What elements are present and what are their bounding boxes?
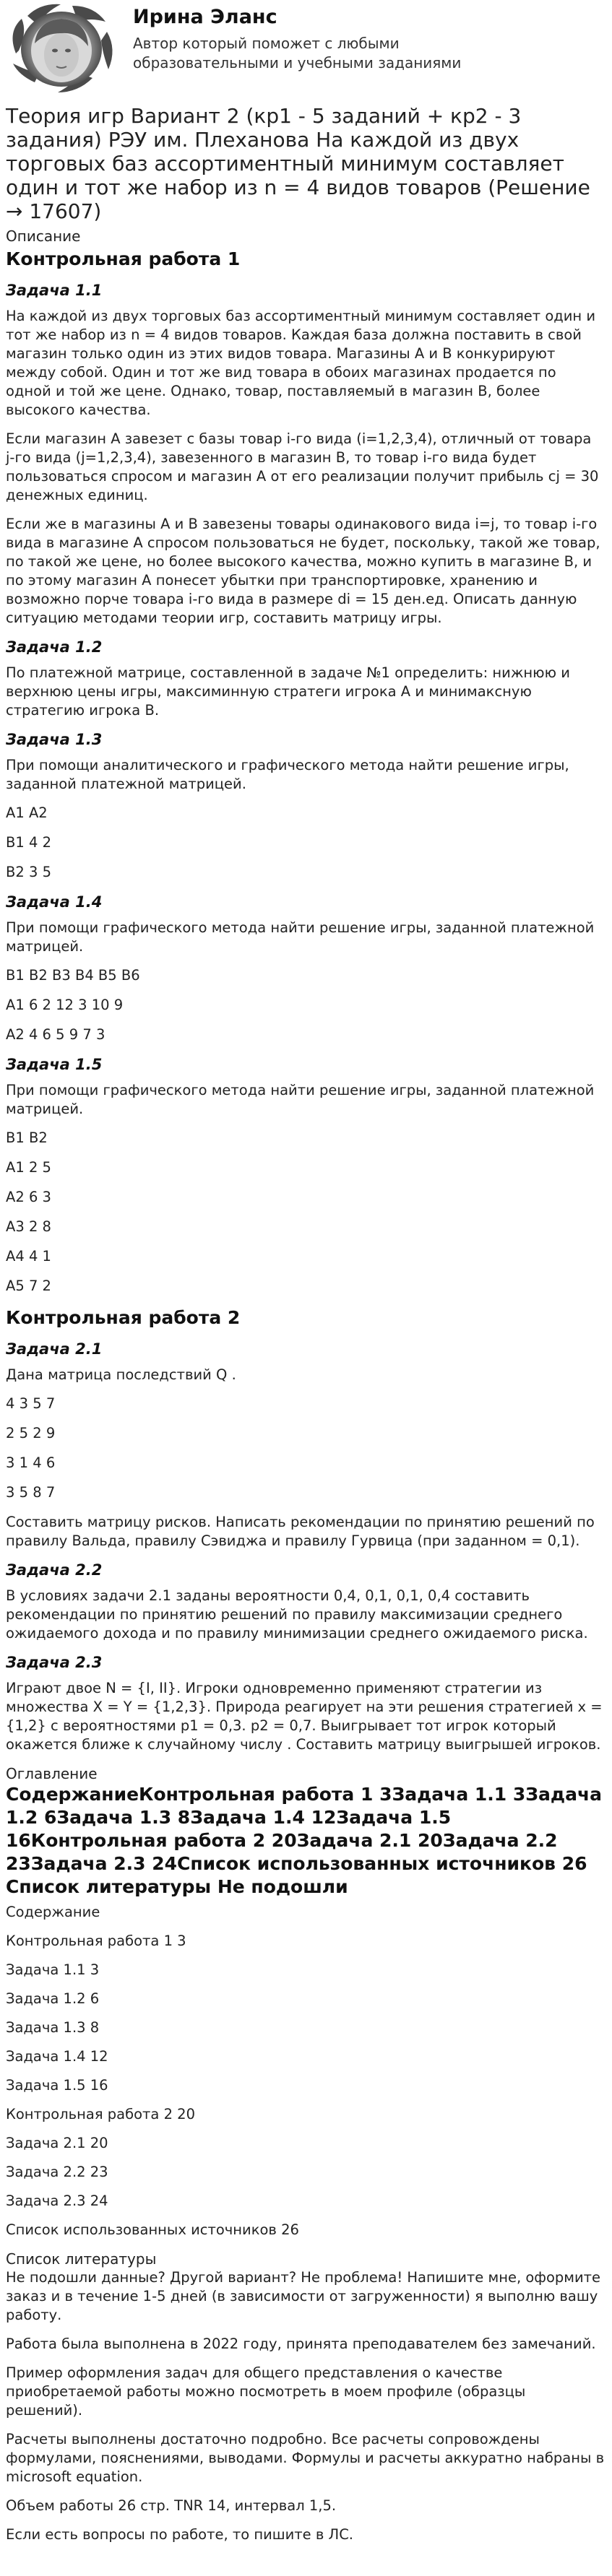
matrix-row: A1 2 5 <box>6 1159 51 1176</box>
literature-text-2: Работа была выполнена в 2022 году, принята преподавателем без замечаний. <box>6 2336 596 2352</box>
toc-item: Задача 1.4 12 <box>6 2048 108 2065</box>
toc-bold-line: СодержаниеКонтрольная работа 1 3Задача 1.1 3Задача 1.2 6Задача 1.3 8Задача 1.4 12Задача 1.5 16Контрольная работа 2 20Задача 2.1 20Задача 2.2 23Задача 2.3 24Список использованных источников 26 Список литературы Не подошли <box>6 1784 603 1897</box>
task-2-1-text-2: Составить матрицу рисков. Написать рекомендации по принятию решений по правилу Вальда, правилу Сэвиджа и правилу Гурвица (при заданном = 0,1). <box>6 1514 595 1549</box>
literature-text-3: Пример оформления задач для общего представления о качестве приобретаемой работы можно посмотреть в моем профиле (образцы решений). <box>6 2364 526 2419</box>
toc-item: Задача 2.1 20 <box>6 2135 108 2151</box>
task-1-1-text-1: На каждой из двух торговых баз ассортиментный минимум составляет один и тот же набор из n = 4 видов товаров. Каждая база должна поставить в свой магазин только один из этих видов товара. Магазины А и В конкурируют между собой. Один и тот же вид товара в обоих магазинах продается по одной и той же цене. Однако, товар, поставляемый в магазин В, более высокого качества. <box>6 308 596 418</box>
task-1-5-heading: Задача 1.5 <box>6 1056 103 1073</box>
matrix-row: 2 5 2 9 <box>6 1425 56 1441</box>
task-2-3-heading: Задача 2.3 <box>6 1654 103 1671</box>
task-1-3-text: При помощи аналитического и графического метода найти решение игры, заданной платежной матрицей. <box>6 757 569 792</box>
matrix-row: 4 3 5 7 <box>6 1395 56 1412</box>
matrix-row: 3 5 8 7 <box>6 1484 56 1501</box>
author-description: Автор который поможет с любыми образовательными и учебными заданиями <box>133 35 462 71</box>
literature-text-4: Расчеты выполнены достаточно подробно. Все расчеты сопровождены формулами, пояснениями, выводами. Формулы и расчеты аккуратно набраны в microsoft equation. <box>6 2431 605 2485</box>
task-1-3-heading: Задача 1.3 <box>6 731 103 748</box>
toc-item: Контрольная работа 1 3 <box>6 1933 186 1949</box>
toc-item: Задача 2.3 24 <box>6 2193 108 2209</box>
task-1-1-text-3: Если же в магазины А и В завезены товары одинакового вида i=j, то товар i-го вида в магазине А спросом пользоваться не будет, поскольку, такой же товар, по такой же цене, но более высокого качества, можно купить в магазине В, и по этому магазин А понесет убытки при транспортировке, хранению и возможно порче товара i-го вида в размере di = 15 ден.ед. Описать данную ситуацию методами теории игр, составить матрицу игры. <box>6 516 600 626</box>
matrix-row: B1 4 2 <box>6 834 51 851</box>
toc-item: Задача 2.2 23 <box>6 2164 108 2180</box>
toc-item: Список использованных источников 26 <box>6 2221 299 2238</box>
task-1-5-text: При помощи графического метода найти решение игры, заданной платежной матрицей. <box>6 1082 595 1117</box>
matrix-row: A1 6 2 12 3 10 9 <box>6 997 124 1013</box>
task-2-2-text: В условиях задачи 2.1 заданы вероятности 0,4, 0,1, 0,1, 0,4 составить рекомендации по принятию решений по правилу максимизации среднего ожидаемого дохода и по правилу минимизации среднего ожидаемого риска. <box>6 1587 588 1642</box>
task-1-2-heading: Задача 1.2 <box>6 638 103 656</box>
author-info <box>133 3 538 73</box>
task-1-4-text: При помощи графического метода найти решение игры, заданной платежной матрицей. <box>6 919 595 955</box>
toc-item: Контрольная работа 2 20 <box>6 2106 195 2122</box>
matrix-row: A3 2 8 <box>6 1218 51 1235</box>
matrix-row: A4 4 1 <box>6 1248 51 1265</box>
task-2-2-heading: Задача 2.2 <box>6 1561 103 1579</box>
task-1-2-text: По платежной матрице, составленной в задаче №1 определить: нижнюю и верхнюю цены игры, максиминную стратеги игрока А и минимаксную стратегию игрока В. <box>6 664 570 719</box>
task-2-1-text-1: Дана матрица последствий Q . <box>6 1366 236 1383</box>
description-label: Описание <box>6 227 81 245</box>
toc-label: Оглавление <box>6 1765 98 1782</box>
toc-item: Задача 1.2 6 <box>6 1990 100 2007</box>
kr1-heading: Контрольная работа 1 <box>6 248 241 269</box>
task-1-1-text-2: Если магазин А завезет с базы товар i-го вида (i=1,2,3,4), отличный от товара j-го вида (j=1,2,3,4), завезенного в магазин В, то товар i-го вида будет пользоваться спросом и магазин А от его реализации получит прибыль cj = 30 денежных единиц. <box>6 430 599 503</box>
literature-text-1: Не подошли данные? Другой вариант? Не проблема! Напишите мне, оформите заказ и в течение 1-5 дней (в зависимости от загруженности) я выполню вашу работу. <box>6 2269 600 2323</box>
matrix-row: A5 7 2 <box>6 1278 51 1294</box>
matrix-row: A1 A2 <box>6 805 48 821</box>
matrix-row: B1 B2 <box>6 1129 48 1146</box>
matrix-row: 3 1 4 6 <box>6 1454 56 1471</box>
toc-item: Задача 1.5 16 <box>6 2077 108 2094</box>
task-2-1-heading: Задача 2.1 <box>6 1340 103 1358</box>
matrix-row: B2 3 5 <box>6 864 51 880</box>
toc-item: Содержание <box>6 1904 100 1920</box>
toc-item: Задача 1.3 8 <box>6 2019 100 2036</box>
page-title: Теория игр Вариант 2 (кр1 - 5 заданий + кр2 - 3 задания) РЭУ им. Плеханова На каждой из двух торговых баз ассортиментный минимум составляет один и тот же набор из n = 4 видов товаров (Решение → 17607) <box>6 104 590 223</box>
literature-text-6: Если есть вопросы по работе, то пишите в ЛС. <box>6 2526 354 2543</box>
task-1-4-heading: Задача 1.4 <box>6 893 103 911</box>
literature-text-5: Объем работы 26 стр. TNR 14, интервал 1,5. <box>6 2497 337 2514</box>
avatar-photo-icon[interactable] <box>6 3 117 94</box>
matrix-row: B1 B2 B3 B4 B5 B6 <box>6 967 140 984</box>
author-name[interactable]: Ирина Эланс <box>133 6 277 28</box>
toc-item: Задача 1.1 3 <box>6 1961 100 1978</box>
literature-label: Список литературы <box>6 2250 157 2268</box>
matrix-row: A2 6 3 <box>6 1189 51 1205</box>
task-2-3-text: Играют двое N = {I, II}. Игроки одновременно применяют стратегии из множества X = Y = {1,2,3}. Природа реагирует на эти решения стратегией x = {1,2} с вероятностями p1 = 0,3. p2 = 0,7. Выигрывает тот игрок который окажется ближе к случайному числу . Составить матрицу выигрышей игроков. <box>6 1680 603 1753</box>
matrix-row: A2 4 6 5 9 7 3 <box>6 1026 105 1043</box>
kr2-heading: Контрольная работа 2 <box>6 1307 241 1328</box>
author-card <box>6 0 605 98</box>
task-1-1-heading: Задача 1.1 <box>6 282 103 299</box>
